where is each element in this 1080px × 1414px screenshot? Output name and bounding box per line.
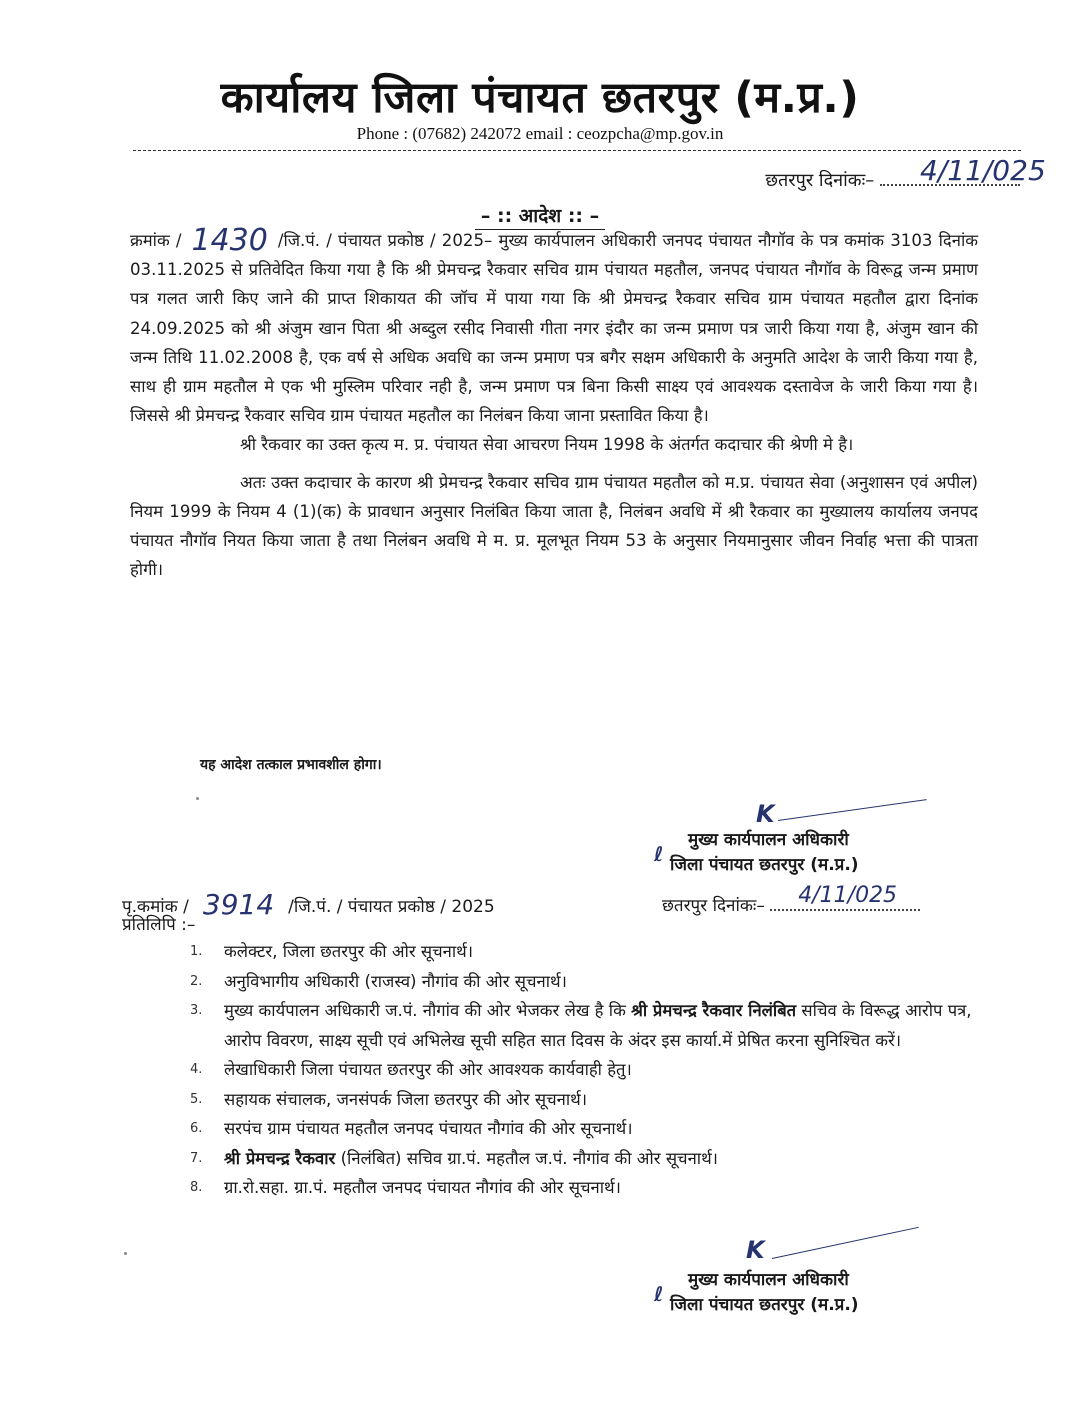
order-date <box>765 154 1046 192</box>
paragraph-2: श्री रैकवार का उक्त कृत्य म. प्र. पंचायत सेवा आचरण नियम 1998 के अंतर्गत कदाचार की श्रेणी मे है। <box>240 435 854 455</box>
paragraph-3: अतः उक्त कदाचार के कारण श्री प्रेमचन्द्र रैकवार सचिव ग्राम पंचायत महतौल को म.प्र. पंचायत सेवा (अनुशासन एवं अपील) नियम 1999 के नियम 4 (1)(क) के प्रावधान अनुसार निलंबित किया जाता है, निलंबन अवधि में श्री रैकवार का मुख्यालय कार्यालय जनपद पंचायत नौगॉव नियत किया जाता है तथा निलंबन अवधि मे म. प्र. मूलभूत नियम 53 के अनुसार नियमानुसार जीवन निर्वाह भत्ता की पात्रता होगी। <box>130 472 978 580</box>
scan-speck <box>196 797 199 800</box>
handwritten-date: 4/11/025 <box>920 154 1046 187</box>
office-title: कार्यालय जिला पंचायत छतरपुर (म.प्र.) <box>220 73 860 123</box>
signatory-office: जिला पंचायत छतरपुर (म.प्र.) <box>670 855 859 875</box>
list-item: 3. मुख्य कार्यपालन अधिकारी ज.पं. नौगांव की ओर भेजकर लेख है कि श्री प्रेमचन्द्र रैकवार निलंबित सचिव के विरूद्ध आरोप पत्र, आरोप विवरण, साक्ष्य सूची एवं अभिलेख सूची सहित सात दिवस के अंदर इस कार्या.में प्रेषित करना सुनिश्चित करें। <box>190 1001 972 1050</box>
signature-block-2 <box>654 1236 990 1318</box>
list-item: 6. सरपंच ग्राम पंचायत महतौल जनपद पंचायत नौगांव की ओर सूचनार्थ। <box>190 1119 633 1138</box>
highlighted-name: श्री प्रेमचन्द्र रैकवार निलंबित <box>631 1001 797 1020</box>
paragraph-1 <box>130 223 979 430</box>
list-item: 8. ग्रा.रो.सहा. ग्रा.पं. महतौल जनपद पंचायत नौगांव की ओर सूचनार्थ। <box>190 1178 621 1197</box>
header-divider <box>133 150 1021 151</box>
list-item: 7. श्री प्रेमचन्द्र रैकवार (निलंबित) सचिव ग्रा.पं. महतौल ज.पं. नौगांव की ओर सूचनार्थ। <box>190 1148 718 1168</box>
order-body <box>130 223 979 584</box>
highlighted-name: श्री प्रेमचन्द्र रैकवार <box>224 1148 336 1168</box>
copy-recipients-list <box>190 937 990 1203</box>
handwritten-copy-ref-number: 3914 <box>202 888 275 921</box>
copy-ref-suffix: /जि.पं. / पंचायत प्रकोष्ठ / 2025 <box>288 897 495 917</box>
list-item: 1. कलेक्टर, जिला छतरपुर की ओर सूचनार्थ। <box>190 942 474 961</box>
signatory-office: जिला पंचायत छतरपुर (म.प्र.) <box>670 1295 859 1315</box>
list-item: 2. अनुविभागीय अधिकारी (राजस्व) नौगांव की ओर सूचनार्थ। <box>190 971 567 991</box>
list-item: 4. लेखाधिकारी जिला पंचायत छतरपुर की ओर आवश्यक कार्यवाही हेतु। <box>190 1060 632 1079</box>
signature-initials: K <box>756 800 775 828</box>
handwritten-copy-date: 4/11/025 <box>798 883 898 908</box>
date-label: छतरपुर दिनांकः– <box>765 170 875 191</box>
ref-prefix: क्रमांक / <box>130 231 182 250</box>
signatory-designation: मुख्य कार्यपालन अधिकारी <box>688 1270 849 1290</box>
order-heading <box>0 202 1080 228</box>
copy-date-label: छतरपुर दिनांकः– <box>662 896 765 916</box>
effective-immediately-note: यह आदेश तत्काल प्रभावशील होगा। <box>200 757 382 773</box>
contact-line: Phone : (07682) 242072 email : ceozpcha@mp.gov.in <box>356 124 724 143</box>
order-heading-text: – :: आदेश :: – <box>475 205 605 230</box>
copy-date <box>662 883 920 916</box>
date-field <box>880 154 1046 187</box>
paragraph-1-text: /जि.पं. / पंचायत प्रकोष्ठ / 2025– मुख्य कार्यपालन अधिकारी जनपद पंचायत नौगॉव के पत्र कमांक 3103 दिनांक 03.11.2025 से प्रतिवेदित किया गया है कि श्री प्रेमचन्द्र रैकवार सचिव ग्राम पंचायत महतौल, जनपद पंचायत नौगॉव के विरूद्व जन्म प्रमाण पत्र गलत जारी किए जाने की प्राप्त शिकायत की जॉच में पाया गया कि श्री प्रेमचन्द्र रैकवार सचिव ग्राम पंचायत महतौल द्वारा दिनांक 24.09.2025 को श्री अंजुम खान पिता श्री अब्दुल रसीद निवासी गीता नगर इंदौर का जन्म प्रमाण पत्र जारी किया गया है, अंजुम खान की जन्म तिथि 11.02.2008 है, एक वर्ष से अधिक अवधि का जन्म प्रमाण पत्र बगैर सक्षम अधिकारी के अनुमति आदेश के जारी किया गया है, साथ ही ग्राम महतौल मे एक भी मुस्लिम परिवार नही है, जन्म प्रमाण पत्र बिना किसी साक्ष्य एवं आवश्यक दस्तावेज के जारी किया गया है। जिससे श्री प्रेमचन्द्र रैकवार सचिव ग्राम पंचायत महतौल का निलंबन किया जाना प्रस्तावित किया है। <box>130 231 979 426</box>
signature-flourish-icon: ℓ <box>654 1282 664 1306</box>
copy-to-label: प्रतिलिपि :– <box>122 915 196 935</box>
signatory-designation: मुख्य कार्यपालन अधिकारी <box>688 830 849 850</box>
signature-flourish-icon: ℓ <box>654 842 664 866</box>
handwritten-ref-number: 1430 <box>191 223 268 258</box>
copy-date-field <box>770 883 920 911</box>
scan-speck <box>124 1252 127 1255</box>
signature-stroke <box>772 1227 919 1259</box>
list-item: 5. सहायक संचालक, जनसंपर्क जिला छतरपुर की ओर सूचनार्थ। <box>190 1089 588 1109</box>
signature-initials: K <box>746 1236 765 1264</box>
signature-block-1 <box>654 800 990 878</box>
copy-ref-prefix: पृ.कमांक / <box>122 897 189 917</box>
signature-stroke <box>778 799 927 821</box>
